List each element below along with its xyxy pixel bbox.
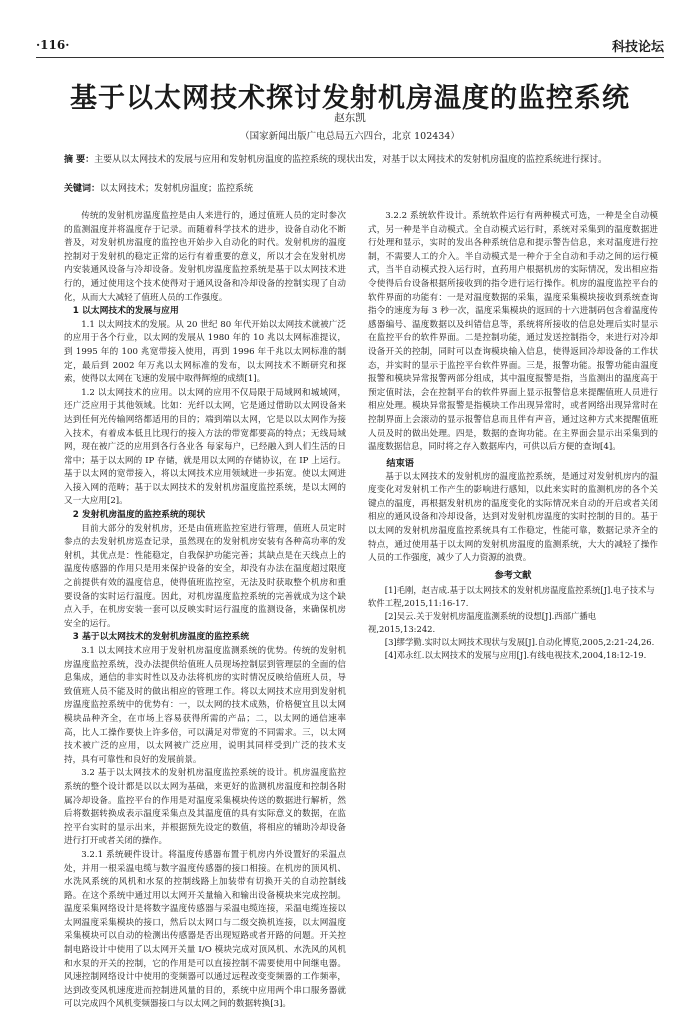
keywords-text: 以太网技术；发射机房温度；监控系统: [100, 184, 254, 194]
section-2-heading: 2 发射机房温度的监控系统的现状: [72, 510, 206, 521]
abstract-text: 主要从以太网技术的发展与应用和发射机房温度的监控系统的现状出发，对基于以太网技术的发射机房温度的监控系统进行探讨。: [94, 155, 608, 165]
section-name: 科技论坛: [611, 40, 664, 55]
reference-item: [3]缪学勤.实时以太网技术现状与发展[J].自动化博览,2005,2:21-24,26.: [384, 636, 655, 647]
section-1-1-paragraph: 1.1 以太网技术的发展。从 20 世纪 80 年代开始以太网技术就被广泛的应用于各个行业，以太网的发展从 1980 年的 10 兆以太网标准提议，到 1995 年的 100 兆宽带接入使用，再到 1996 年千兆以太网标准的制定，最后到 2002 年万兆以太网标准的发布，以太网技术不断研究和探索，使得以太网在飞速的发展中取得辉煌的成绩[1]。: [64, 319, 346, 385]
section-3-2-paragraph: 3.2 基于以太网技术的发射机房温度监控系统的设计。机房温度监控系统的整个设计都是以以太网为基础，来更好的监测机房温度和控制各附属冷却设备。监控平台的作用是对温度采集模块传送的数据进行解析，然后将数据转换成表示温度采集点及其温度值的具有实际意义的数据，在监控平台实时的显示出来，并根据预先设定的数值，将相应的辅助冷却设备进行打开或者关闭的操作。: [64, 768, 346, 847]
reference-item: [2]吴云.关于发射机房温度监测系统的设想[J].西部广播电视,2015,13:242.: [368, 610, 597, 634]
reference-item: [1]毛刚，赵吉成.基于以太网技术的发射机房温度监控系统[J].电子技术与软件工程,2015,11:16-17.: [368, 584, 655, 608]
intro-paragraph: 传统的发射机房温度监控是由人来进行的，通过值班人员的定时参次的监测温度并将温度存于记录。而随着科学技术的进步，设备自动化不断普及，对发射机房温度的监控也开始步入自动化的时代。发射机房的温度控制对于发射机的稳定正常的运行有着重要的意义，所以才会在发射机房内安装通风设备与冷却设备。发射机房温度监控系统是基于以太网技术进行的，通过使用这个技术使得对于通风设备和冷却设备的控制实现了自动化，从而大大减轻了值班人员的工作强度。: [64, 211, 346, 303]
left-column: [64, 210, 346, 1012]
author: 赵东凯: [334, 112, 366, 124]
header-rule: [36, 57, 664, 58]
abstract: [64, 153, 636, 167]
section-2-paragraph: 目前大部分的发射机房，还是由值班监控室进行管理，值班人员定时参点的去发射机房巡查记录，虽然现在的发射机房安装有各种高功率的发射机，其优点是：性能稳定，自我保护功能完善；其缺点是在天线点上的温度传感器的作用只是用来保护设备的安全，却没有办法在温度超过限度之前提供有效的温度信息，使得值班监控室，无法及时获取整个机房和重要设备的实时运行温度。因此，对机房温度监控系统的完善就成为这个缺点入手，在机房安装一套可以反映实时运行温度的监测设备，来确保机房安全的运行。: [64, 523, 346, 629]
right-column: [368, 210, 658, 662]
keywords: [64, 182, 636, 196]
section-1-heading: 1 以太网技术的发展与应用: [72, 306, 179, 317]
abstract-label: 摘 要：: [64, 155, 95, 165]
section-3-heading: 3 基于以太网技术的发射机房温度的监控系统: [72, 632, 250, 643]
references-heading: 参考文献: [494, 569, 532, 581]
conclusion-heading: 结束语: [386, 457, 414, 469]
section-3-1-paragraph: 3.1 以太网技术应用于发射机房温度监测系统的优势。传统的发射机房温度监控系统，没办法提供给值班人员现场控制层到管理层的全面的信息集成，通信的非实时性以及办法将机房的实时情况反映给值班人员，导致值班人员不能及时的做出相应的管理工作。将以太网技术应用到发射机房温度监控系统中的优势有：一，以太网的技术成熟，价格便宜且以太网模块品种齐全，在市场上容易获得所需的产品；二，以太网的通信速率高，比人工操作要快上许多倍，可以满足对带宽的不同需求。三，以太网技术被广泛的应用，以太网被广泛应用，说明其同样受到广泛的技术支持，具有可靠性和良好的发展前景。: [64, 646, 346, 765]
section-3-2-2-paragraph: 3.2.2 系统软件设计。系统软件运行有两种模式可选，一种是全自动模式，另一种是半自动模式。全自动模式运行时，系统对采集到的温度数据进行处理和显示，实时的发出各种系统信息和提示警告信息，来对温度进行控制，不需要人工的介入。半自动模式是一种介于全自动和手动之间的运行模式，当半自动模式投入运行时，直药用户根据机房的实际情况，发出相应指令使得后台设备根据所接收到的指令进行运行操作。机房的温度监控平台的软件界面的功能有：一是对温度数据的采集，温度采集模块接收到系统查询指令的速度为每 3 秒一次，温度采集模块的返回的十六进制码包含着温度传感器编号、温度数据以及纠错信息等，系统将所接收的信息处理后实时显示在监控平台的软件界面。二是控制功能，通过发送控制指令，来进行对冷却设备开关的控制，同时可以查询模块输入信息，使得返回冷却设备的工作状态，并实时的显示于监控平台软件界面。三是，报警功能。报警功能由温度报警和模块异常报警两部分组成，其中温度报警是指，当监测出的温度高于预定值时法，会在控制平台的软件界面上显示报警信息来提醒值班人员进行相应处理。模块异常报警是指模块工作出现异常时，或者网络出现异常时在控制界面上会滚动的显示报警信息而且伴有声音，通过这种方式来提醒值班人员及时的做出处理。四是，数据的查询功能。在主界面会显示出采集到的温度数据信息，同时将之存入数据库内，可供以后方便的查询[4]。: [368, 211, 658, 453]
conclusion-paragraph: 基于以太网技术的发射机房的温度监控系统，是通过对发射机房内的温度变化对发射机工作产生的影响进行感知，以此来实时的监测机房的各个关键点的温度，再根据发射机房的温度变化的实际情况来自动的开启或者关闭相应的通风设备和冷却设备，达到对发射机房温度的实时控制的目的。基于以太网的发射机房温度监控系统具有工作稳定，性能可靠，数据记录齐全的特点，通过使用基于以太网的发射机房温度的监测系统，大大的减轻了操作人员的工作强度，减少了人力资源的浪费。: [368, 471, 658, 564]
paper-title: 基于以太网技术探讨发射机房温度的监控系统: [70, 83, 630, 114]
reference-item: [4]邓永红.以太网技术的发展与应用[J].有线电视技术,2004,18:12-19.: [384, 649, 647, 660]
page-header: [36, 36, 664, 54]
section-1-2-paragraph: 1.2 以太网技术的应用。以太网的应用不仅局限于局域网和城域网，还广泛应用于其他领域。比如：光纤以太网，它是通过借助以太网设备来达到任何光传输网络都适用的目的；端到端以太网，它是以以太网作为接入技术，有着成本低且比现行的接入方法的带宽都要高的特点；无线局域网，现在被广泛的应用到各行各业各 每家每户，已经融入到人们生活的日常中；基于以太网的 IP 存储，就是用以太网的存储协议，在 IP 上运行。基于以太网的宽带接入，将以太网技术应用领域进一步拓宽。使以太网进入接入网的范畴；基于以太网技术的发射机房温度监控系统，是以太网的又一大应用[2]。: [64, 387, 346, 507]
affiliation: （国家新闻出版广电总局五六四台，北京 102434）: [240, 131, 460, 142]
keywords-label: 关键词：: [64, 184, 101, 194]
section-3-2-1-paragraph: 3.2.1 系统硬件设计。将温度传感器布置于机房内外设置好的采温点处，并用一根采温电缆与数字温度传感器的接口相接。在机房的顶风机、水洗风系统的风机和水泵的控制线路上加装带有切换开关的自动控制线路。在这个系统中通过用以太网开关量输入和输出设备模块来完成控制。温度采集网络设计是将数字温度传感器与采温电缆连接，采温电缆连接以太网温度采集模块的接口，然后以太网口与二级交换机连接，以太网温度采集模块可以自动的检测出传感器是否出现短路或者开路的问题。开关控制电路设计中使用了以太网开关量 I/O 模块完成对顶风机、水洗风的风机和水泵的开关的控制，它的作用是可以直接控制不需要使用中间继电器。风速控制网络设计中使用的变频器可以通过远程改变变频器的工作频率，达到改变风机速度进而控制进风量的目的，系统中应用两个串口服务器就可以完成四个风机变频器接口与以太网之间的数据转换[3]。: [64, 849, 346, 1010]
page-number: ·116·: [36, 38, 70, 52]
